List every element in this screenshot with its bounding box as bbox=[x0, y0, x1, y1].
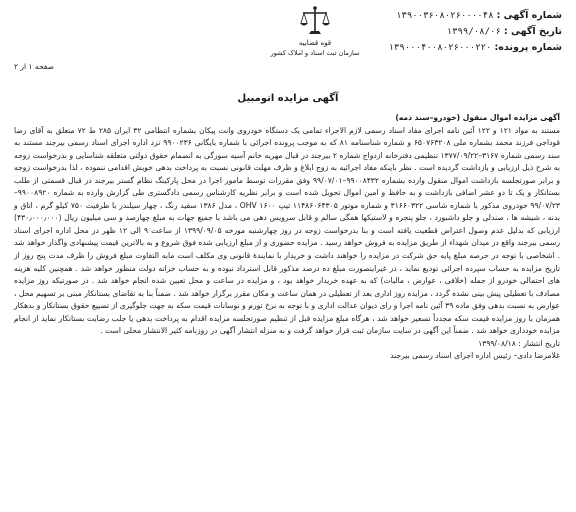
publish-date-row bbox=[14, 338, 560, 351]
emblem-caption-judiciary: قوه قضاییه bbox=[298, 39, 332, 47]
notice-lead: آگهی مزایده اموال منقول (خودرو–سند ذمه) bbox=[395, 113, 560, 122]
notice-paragraph: مستند به مواد ۱۲۱ و ۱۲۲ آئین نامه اجرای مفاد اسناد رسمی لازم الاجراء تمامی یک دستگاه خودروی وانت پیکان بشماره انتظامی ۳۲ ایران ۲۸۵ ط ۷۲ متعلق به آقای رضا قوداجی فرزند محمد بشماره ملی ۶۵۰۷۶۳۲۰۸ و شماره شناسنامه ۸۱ که به موجب پرونده اجرائی با شماره بایگانی ۹۹۰۰۲۳۶ نزد اداره اجرای اسناد رسمی بیرجند مستند به سند رسمی شماره ۳۱۶۷–۱۳۷۷/۰۹/۲۲ تنظیمی دفترخانه ازدواج شماره ۲ بیرجند در قبال مهریه خانم آسیه سورگی به انضمام حقوق دولتی متعلقه شناسایی و بدرخواست زوجه به شرح ذیل ارزیابی و بازداشت گردیده است . نظر باینکه مفاد اجرائیه به زوج ابلاغ و ظرف مهلت قانونی نسبت به پرداخت بدهی خویش اقدامی ننموده ، لذا بدرخواست زوجه و برابر صورتجلسه بازداشت اموال منقول وارده بشماره ۹۹۰۰۸۴۳۲–۹۹/۰۷/۰۱ وفق مقررات توسط مامور اجرا در محل پارکینگ نظام گستر بیرجند در قبال قسمتی از طلب بستانکار و یک تا دو عشر اضافی بازداشت و به حافظ و امین اموال تحویل شده است و برابر نظریه کارشناس رسمی دادگستری طی گزارش وارده به شماره ۹۹۰۰۸۹۲۰–۹۹/۰۷/۲۳ خودروی مذکور با شماره شاسی ۳۱۶۶۰۳۲۲ و شماره موتور ۱۱۴۸۶۰۶۴۳۰۵ تیپ OHV ۱۶۰۰ ، مدل ۱۳۸۶ سفید رنگ ، چهار سیلندر با ظرفیت ۷۵۰ کیلو گرم ، اتاق و بدنه ، شیشه ها ، صندلی و جلو داشبورد ، جلو پنجره و لاستیکها همگی سالم و قابل سرویس دهی می باشد با جمیع جهات به مبلغ چهارصد و سی میلیون ریال (۴۳۰٫۰۰۰٫۰۰۰) ارزیابی که بدلیل عدم وصول اعتراض قطعیت یافته است و بنا بدرخواست زوجه در روز چهارشنبه مورخه ۱۳۹۹/۰۹/۰۵ از ساعت ۹ الی ۱۲ ظهر در محل اداره اجرای اسناد رسمی بیرجند واقع در میدان شهداء از طریق مزایده به فروش خواهد رسید . مزایده حضوری و از مبلغ ارزیابی شده فوق شروع و به بالاترین قیمت پیشنهادی واگذار خواهد شد . اشخاصی با توجه در حرصه مبلغ پایه حق شرکت در مزایده را خواهند داشت و خریدار با نمایندۀ قانونی وی مکلف است مابه التفاوت مبلغ فروش را ظرف مدت پنج روز از تاریخ مزایده به حساب سپرده اجرائی تودیع نماید ، در غیراینصورت مبلغ ده درصد مذکور قابل استرداد نبوده و به حساب خزانه دولت منظور خواهد شد . همچنین کلیه هزینه های احتمالی خودرو از جمله (خلافی ، عوارض ، مالیات) که به عهده خریدار خواهد بود ، و مزایده در ساعت و محل تعیین شده انجام خواهد شد . در صورتیکه روز مزایده مصادف با تعطیلی پیش بینی نشده گردد ، مزایده روز اداری بعد از تعطیلی در همان ساعت و مکان مقرر برگزار خواهد شد . ضمناً بنا به تقاضای بستانکار مبنی بر تسهیم محل ، عوارض به نسبت بدهی وفق ماده ۳۹ آئین نامه اجرا و رای دیوان عدالت اداری و با توجه به نرخ تورم و نوسانات قیمت سکه به جهت جلوگیری از تضییع حقوق بستانکار و بدهکار همزمان با روز مزایده قیمت سکه مجدداً تسعیر خواهد شد ، هرگاه مبلغ مزایده قبل از تنظیم صورتجلسه مزایده اقدام به پرداخت بدهی یا جلب رضایت بستانکار نماید از انجام مزایده خودداری خواهد شد . ضمناً این آگهی در سایت سازمان ثبت قرار خواهد گرفت و به منزله انتشار آگهی در روزنامه کثیر الانتشار محلی است . bbox=[13, 125, 561, 336]
notice-number: ۱۳۹۰۰۳۶۰۸۰۲۶۰۰۰۰۴۸ bbox=[395, 11, 494, 21]
case-number: ۱۳۹۰۰۰۴۰۰۸۰۲۶۰۰۰۲۲۰ bbox=[388, 43, 492, 53]
notice-body bbox=[14, 112, 560, 363]
publish-date: ۱۳۹۹/۰۸/۱۸ bbox=[478, 338, 516, 348]
notice-date: ۱۳۹۹/۰۸/۰۶ bbox=[446, 27, 501, 37]
page-title: آگهی مزایده اتومبیل bbox=[237, 93, 339, 104]
emblem-caption-registry: سازمان ثبت اسناد و املاک کشور bbox=[270, 49, 360, 57]
judiciary-emblem bbox=[240, 4, 390, 57]
case-number-label: شماره پرونده: bbox=[494, 42, 562, 53]
page-number: صفحه ۱ از ۲ bbox=[14, 62, 54, 71]
publish-date-label: تاریخ انتشار : bbox=[518, 338, 560, 348]
notice-number-label: شماره آگهی : bbox=[496, 10, 562, 21]
notice-date-label: تاریخ آگهی : bbox=[503, 26, 562, 37]
scales-of-justice-icon bbox=[298, 4, 332, 38]
signature: غلامرضا دادی– رئیس اداره اجرای اسناد رسمی بیرجند bbox=[390, 351, 560, 361]
